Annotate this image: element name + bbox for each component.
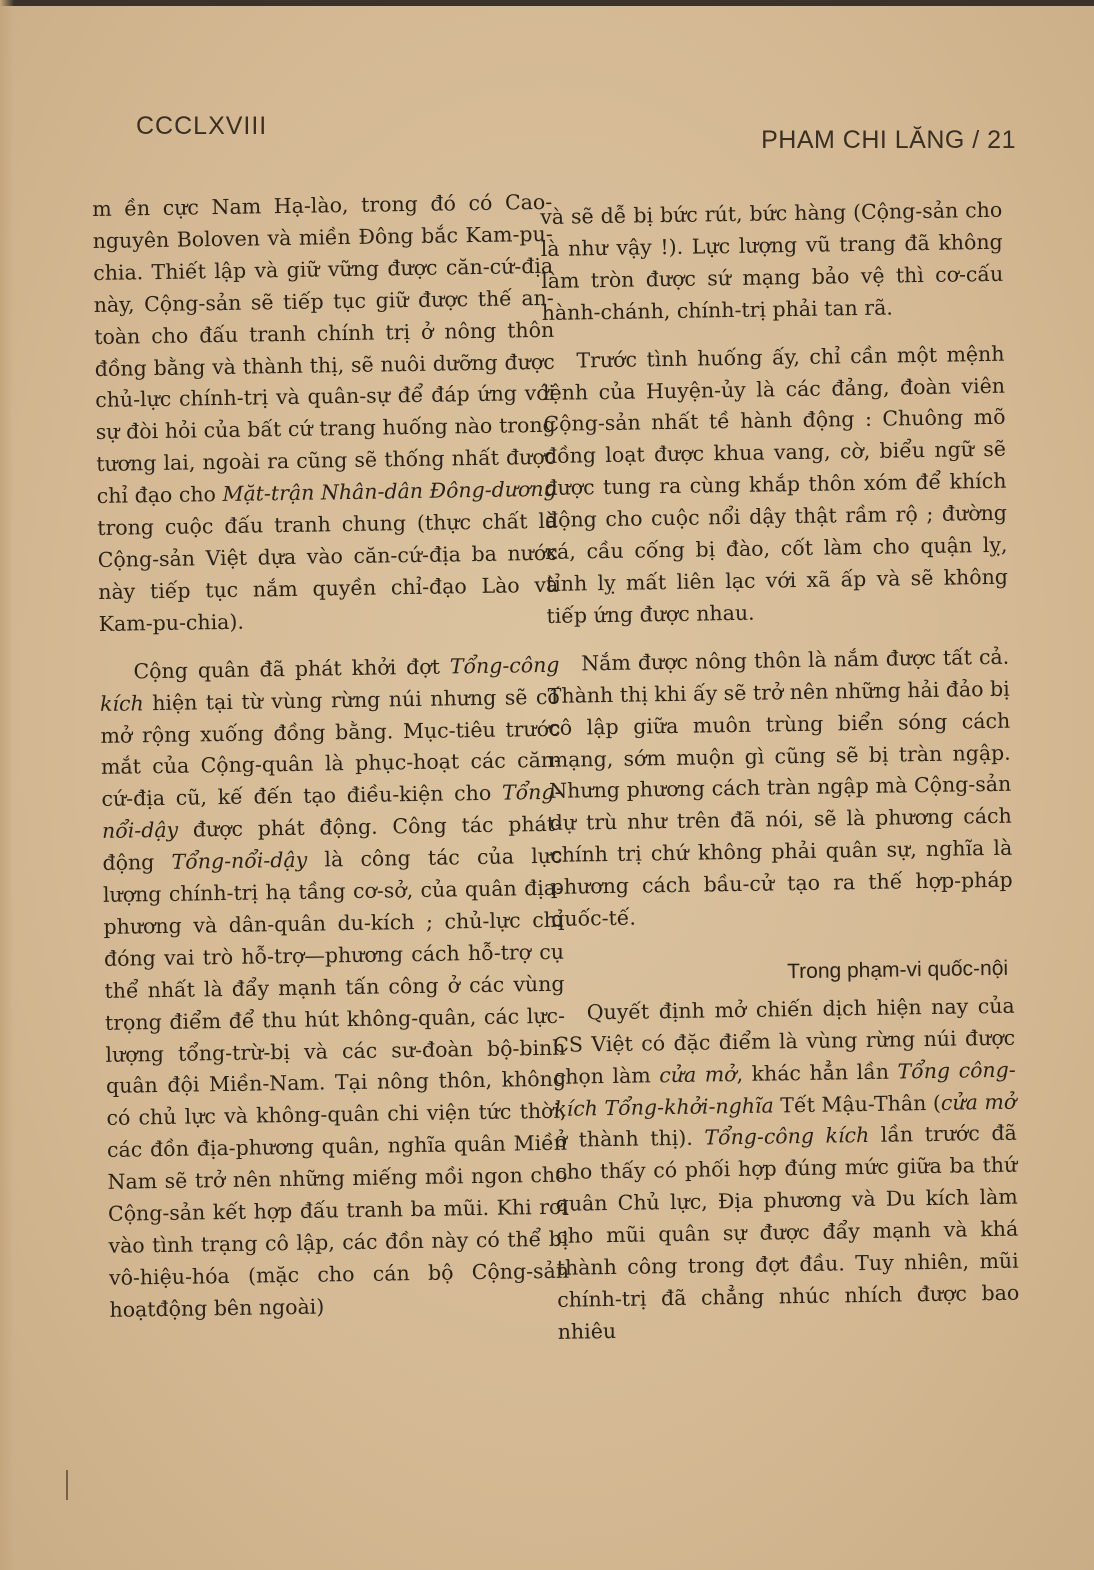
paragraph-text: Tết Mậu-Thân ( bbox=[773, 1090, 942, 1118]
paragraph-text: , khác hẳn lần bbox=[736, 1059, 898, 1086]
left-column bbox=[92, 187, 570, 1327]
italic-term: cửa mở bbox=[659, 1061, 737, 1087]
page-left-shadow bbox=[0, 0, 14, 1570]
paragraph-text: lần trước đã cho thấy có phối hợp đúng mức giữa ba thứ quân Chủ lực, Địa phương và Du kích làm cho mũi quân sự được đẩy mạnh và khá thành công trong đợt đầu. Tuy nhiên, mũi chính-trị đã chẳng nhúc nhích được bao nhiêu bbox=[555, 1121, 1020, 1344]
paragraph bbox=[553, 990, 1020, 1348]
paragraph: Nắm được nông thôn là nắm được tất cả. Thành thị khi ấy sẽ trở nên những hải đảo bị cô lập giữa muôn trùng biển sóng cách mạng, sớm muộn gì cũng sẽ bị tràn ngập. Nhưng phương cách tràn ngập mà Cộng-sản dự trù như trên đã nói, sẽ là phương cách chính trị chứ không phải quân sự, nghĩa là phương cách bầu-cử tạo ra thế hợp-pháp quốc-tế. bbox=[547, 644, 1013, 931]
volume-number: CCCLXVIII bbox=[136, 112, 268, 140]
right-column bbox=[540, 195, 1020, 1349]
paragraph-text: m ền cực Nam Hạ-lào, trong đó có Cao-nguyên Boloven và miền Đông bắc Kam-pu-chia. Thiết lập và giữ vững được căn-cứ-địa này, Cộng-sản sẽ tiếp tục giữ được thế an-toàn cho đấu tranh chính trị ở nông thôn đồng bằng và thành thị, sẽ nuôi dưỡng được chủ-lực chính-trị và quân-sự để đáp ứng với sự đòi hỏi của bất cứ trang huống nào trong tương lai, ngoài ra cũng sẽ thống nhất được chỉ đạo cho bbox=[92, 189, 557, 509]
paragraph-text: là công tác của lực lượng chính-trị hạ tầng cơ-sở, của quân địa-phương và dân-quân du-kích ; chủ-lực chỉ đóng vai trò hỗ-trợ—phương cách hỗ-trợ cụ thể nhất là đẩy mạnh tấn công ở các vùng trọng điểm để thu hút không-quân, các lực-lượng tổng-trừ-bị và các sư-đoàn bộ-binh quân đội Miền-Nam. Tại nông thôn, không có chủ lực và không-quân chi viện tức thời, các đồn địa-phương quân, nghĩa quân Miền Nam sẽ trở nên những miếng mồi ngon cho Cộng-sản kết hợp đấu tranh ba mũi. Khi rơi vào tình trạng cô lập, các đồn này có thể bị vô-hiệu-hóa (mặc cho cán bộ Cộng-sản hoạtđộng bên ngoài) bbox=[102, 843, 570, 1322]
paragraph bbox=[99, 649, 569, 1326]
italic-term: Mặt-trận Nhân-dân Đông-dương bbox=[222, 476, 557, 507]
paragraph-text: hiện tại từ vùng rừng núi nhưng sẽ cố mở rộng xuống đồng bằng. Mục-tiêu trước mắt của Cộng-quân là phục-hoạt các căn-cứ-địa cũ, kế đến tạo điều-kiện cho bbox=[100, 684, 562, 812]
paragraph bbox=[92, 187, 559, 641]
italic-term: Tổng-nổi-dậy bbox=[101, 780, 562, 844]
italic-term: cửa mở bbox=[940, 1089, 1017, 1115]
paragraph: và sẽ dễ bị bức rút, bức hàng (Cộng-sản cho là như vậy !). Lực lượng vũ trang đã không làm tròn được sứ mạng bảo vệ thì cơ-cấu hành-chánh, chính-trị phải tan rã. bbox=[540, 197, 1004, 325]
italic-term: Tổng-công kích bbox=[704, 1123, 870, 1151]
section-heading: Trong phạm-vi quốc-nội bbox=[786, 956, 1009, 984]
paragraph-text: Quyết định mở chiến dịch hiện nay của CS Việt có đặc điểm là vùng rừng núi được chọn làm bbox=[553, 993, 1016, 1089]
italic-term: Tổng-công kích bbox=[99, 652, 560, 716]
page-top-edge bbox=[0, 0, 1094, 6]
paragraph: Trước tình huống ấy, chỉ cần một mệnh lệnh của Huyện-ủy là các đảng, đoàn viên Cộng-sản nhất tề hành động : Chuông mõ đồng loạt được khua vang, cờ, biểu ngữ sẽ được tung ra cùng khắp thôn xóm để khích động cho cuộc nổi dậy thật rầm rộ ; đường xá, cầu cống bị đào, cốt làm cho quận lỵ, tỉnh lỵ mất liên lạc với xã ấp và sẽ không tiếp ứng được nhau. bbox=[542, 341, 1009, 628]
paragraph-text: trong cuộc đấu tranh chung (thực chất là Cộng-sản Việt dựa vào căn-cứ-địa ba nước này tiếp tục nắm quyền chỉ-đạo Lào và Kam-pu-chia). bbox=[97, 508, 559, 636]
margin-mark bbox=[66, 1470, 76, 1500]
italic-term: Tổng-nổi-dậy bbox=[171, 847, 308, 874]
italic-term: Tổng công-kích Tổng-khởi-nghĩa bbox=[554, 1057, 1016, 1121]
paragraph-text: được phát động. Công tác phát-động bbox=[102, 811, 563, 876]
running-header: PHAM CHI LĂNG / 21 bbox=[761, 126, 1016, 154]
paragraph-text: Cộng quân đã phát khởi đợt bbox=[133, 654, 451, 684]
paragraph-text: ở thành thị). bbox=[554, 1126, 705, 1153]
